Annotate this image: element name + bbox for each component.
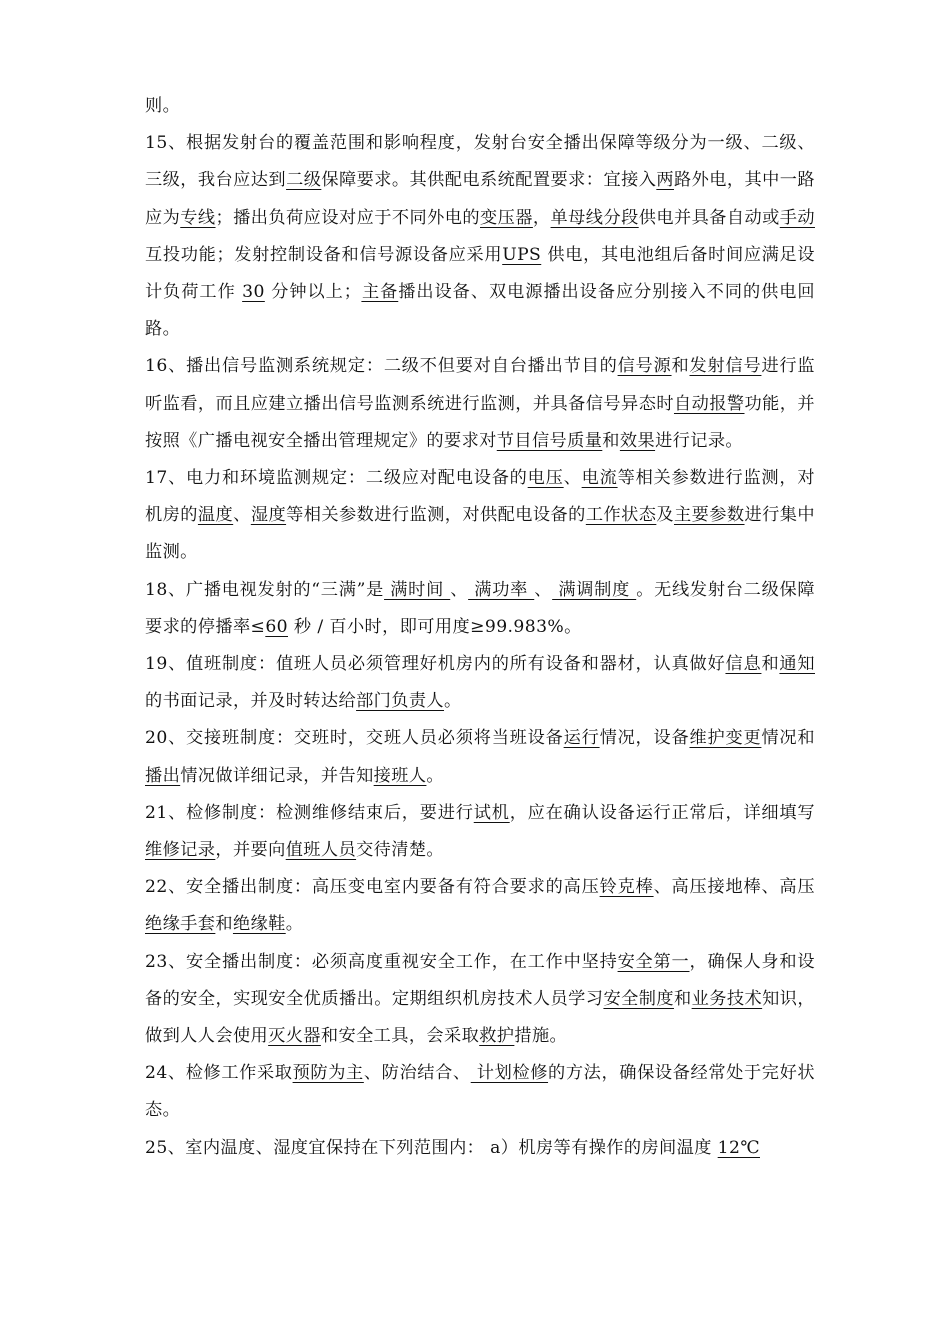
text-run: 18、广播电视发射的“三满”是 [145,579,385,600]
text-run: 情况，设备 [599,728,690,749]
text-run: 22、安全播出制度：高压变电室内要备有符合要求的高压 [145,877,600,898]
paragraph [145,572,815,646]
text-run: ， [532,207,551,228]
paragraph [145,348,815,460]
paragraph [145,720,815,794]
text-run: ；播出负荷应设对应于不同外电的 [215,207,480,228]
underlined-answer: 工作状态 [585,505,657,526]
underlined-answer: 运行 [563,728,600,749]
underlined-answer: 通知 [779,654,815,675]
underlined-answer: 值班人员 [285,840,357,861]
text-run: 的方法，确保设备经常处于完好状态。 [145,1063,815,1121]
text-run: 情况和 [761,728,815,749]
underlined-answer: 接班人 [373,765,427,786]
text-run: 和 [215,914,233,935]
text-run: 、 [450,579,469,600]
text-run: 播出设备、双电源播出设备应分别接入不同的供电回路。 [145,282,815,340]
text-run: 功能，并按照《广播电视安全播出管理规定》的要求对 [145,393,815,451]
underlined-answer: 维护变更 [689,728,762,749]
text-run: 21、检修制度：检测维修结束后，要进行 [145,802,474,823]
text-run: 。 [285,914,304,935]
underlined-answer: 信号源 [617,356,672,377]
text-run: 15、根据发射台的覆盖范围和影响程度，发射台安全播出保障等级分为一级、二级、三级，我台应达到 [145,133,815,191]
text-run: 秒 / 百小时，即可用度≥99.983%。 [288,616,582,637]
paragraph [145,944,815,1056]
text-run: 供电，其电池组后备时间应满足设计负荷工作 [145,244,815,303]
underlined-answer: 安全第一 [617,951,690,972]
underlined-answer: 温度 [197,505,234,526]
underlined-answer: 维修记录 [145,840,216,861]
underlined-answer: 满调制度 [552,579,637,600]
text-run: 20、交接班制度：交班时，交班人员必须将当班设备 [145,728,564,749]
paragraph [145,88,815,125]
text-run: 保障要求。其供配电系统配置要求：宜接入 [321,170,657,191]
underlined-answer: 电压 [527,468,564,489]
text-run: 和 [671,356,690,377]
text-run: 及 [656,505,674,526]
text-run: 进行监听监看，而且应建立播出信号监测系统进行监测，并具备信号异态时 [145,356,815,414]
underlined-answer: UPS [502,244,542,265]
underlined-answer: 效果 [619,430,656,451]
text-run: 的书面记录，并及时转达给 [145,691,357,712]
underlined-answer: 安全制度 [603,988,674,1009]
text-run: 和安全工具，会采取 [320,1026,480,1047]
text-run: 23、安全播出制度：必须高度重视安全工作，在工作中坚持 [145,951,618,972]
text-run: 措施。 [514,1026,568,1047]
text-run: 和 [761,654,780,675]
paragraph [145,1055,815,1129]
underlined-answer: 二级 [286,170,322,191]
text-run: 分钟以上； [264,282,362,303]
underlined-answer: 业务技术 [691,988,763,1009]
text-run: 和 [673,988,692,1009]
text-run: 24、检修工作采取 [145,1063,293,1084]
document-body [145,88,815,1167]
underlined-answer: 播出 [145,765,181,786]
underlined-answer: 试机 [473,802,510,823]
underlined-answer: 绝缘手套 [145,914,216,935]
text-run: 进行记录。 [655,430,744,451]
underlined-answer: 主备 [361,282,399,303]
underlined-answer: 预防为主 [292,1063,364,1084]
text-run: 16、播出信号监测系统规定：二级不但要对自台播出节目的 [145,356,618,377]
text-run: 。无线发射台二级保障要求的停播率≤ [145,579,815,637]
underlined-answer: 30 [242,282,265,303]
underlined-answer: 手动 [779,207,815,228]
underlined-answer: 铃克棒 [599,877,654,898]
text-run: 、 [534,579,553,600]
text-run: 等相关参数进行监测，对供配电设备的 [286,505,586,526]
underlined-answer: 满时间 [384,579,451,600]
paragraph [145,460,815,572]
text-run: 情况做详细记录，并告知 [180,765,374,786]
underlined-answer: 满功率 [468,579,535,600]
underlined-answer: 部门负责人 [356,691,445,712]
text-run: 路外电，其中一路应为 [145,170,815,228]
text-run: 交待清楚。 [356,840,445,861]
paragraph [145,1130,815,1167]
text-run: 进行集中监测。 [145,505,815,563]
underlined-answer: 救护 [479,1026,515,1047]
underlined-answer: 计划检修 [470,1063,549,1084]
underlined-answer: 两 [656,170,674,191]
underlined-answer: 信息 [725,654,762,675]
underlined-answer: 节目信号质量 [496,430,603,451]
underlined-answer: 绝缘鞋 [232,914,286,935]
text-run: 则。 [145,96,181,116]
underlined-answer: 变压器 [480,207,533,228]
text-run: 供电并具备自动或 [638,207,780,228]
text-run: 、高压接地棒、高压 [653,877,815,898]
underlined-answer: 电流 [581,468,618,489]
text-run: 25、室内温度、湿度宜保持在下列范围内： a）机房等有操作的房间温度 [145,1137,718,1158]
underlined-answer: 湿度 [250,505,287,526]
underlined-answer: 60 [265,616,288,637]
text-run: 互投功能；发射控制设备和信号源设备应采用 [145,244,503,265]
underlined-answer: 单母线分段 [550,207,639,228]
text-run: 19、值班制度：值班人员必须管理好机房内的所有设备和器材，认真做好 [145,654,726,675]
text-run: 和 [602,430,620,451]
text-run: ，确保人身和设备的安全，实现安全优质播出。定期组织机房技术人员学习 [145,951,815,1009]
text-run: 、 [233,505,251,526]
underlined-answer: 专线 [180,207,216,228]
paragraph [145,795,815,869]
underlined-answer: 灭火器 [268,1026,321,1047]
underlined-answer: 自动报警 [673,393,745,414]
underlined-answer: 发射信号 [689,356,762,377]
text-run: 。 [444,691,462,712]
underlined-answer: 主要参数 [673,505,745,526]
text-run: 、 [563,468,582,489]
underlined-answer: 12℃ [717,1137,760,1158]
text-run: 17、电力和环境监测规定：二级应对配电设备的 [145,468,528,489]
text-run: 知识，做到人人会使用 [145,988,815,1047]
text-run: ，应在确认设备运行正常后，详细填写 [509,802,815,823]
paragraph [145,646,815,720]
text-run: 。 [426,765,445,786]
paragraph [145,869,815,943]
paragraph [145,125,815,348]
text-run: 、防治结合、 [363,1063,471,1084]
text-run: 等相关参数进行监测，对机房的 [145,468,815,526]
text-run: ，并要向 [215,840,286,861]
